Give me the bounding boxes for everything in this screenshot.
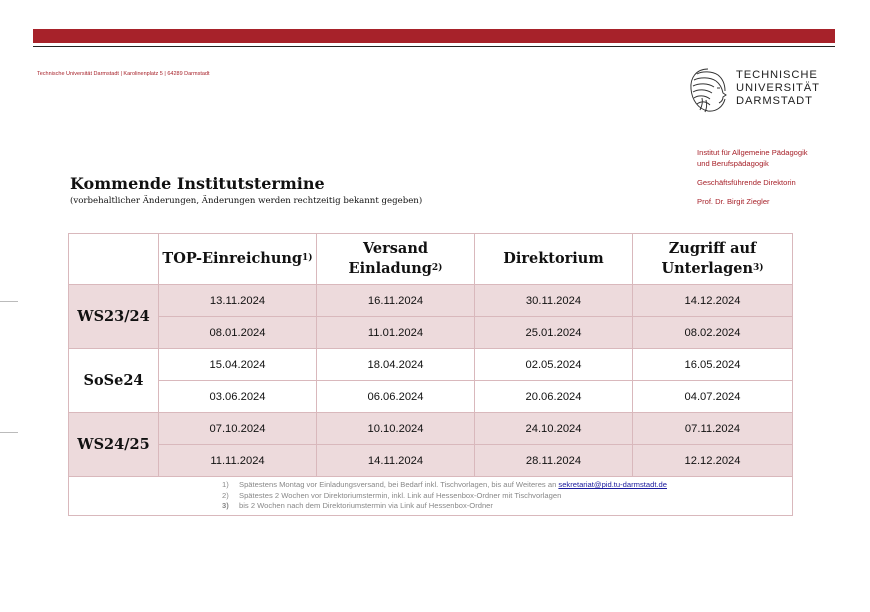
table-row (69, 445, 793, 477)
logo-line-1: TECHNISCHE (736, 69, 818, 81)
date-cell: 02.05.2024 (475, 349, 633, 381)
date-cell: 06.06.2024 (317, 381, 475, 413)
date-cell: 24.10.2024 (475, 413, 633, 445)
date-cell: 04.07.2024 (633, 381, 793, 413)
semester-label: WS23/24 (69, 285, 159, 349)
date-cell: 16.11.2024 (317, 285, 475, 317)
table-header-row (69, 234, 793, 285)
footnote-number: 2) (222, 490, 229, 500)
secretariat-email-link[interactable]: sekretariat@pid.tu-darmstadt.de (558, 480, 667, 490)
footnote-2 (69, 491, 792, 502)
sender-address: Technische Universität Darmstadt | Karolinenplatz 5 | 64289 Darmstadt (37, 71, 210, 77)
header-top-einreichung: TOP-Einreichung$^{1)}$ (159, 234, 317, 285)
table-row (69, 349, 793, 381)
logo-line-2: UNIVERSITÄT (736, 82, 820, 94)
date-cell: 18.04.2024 (317, 349, 475, 381)
athena-head-icon (686, 66, 730, 114)
institute-name-line-2: und Berufspädagogik (697, 159, 769, 168)
logo-wordmark (736, 69, 820, 108)
footnotes-row (69, 477, 793, 516)
date-cell: 30.11.2024 (475, 285, 633, 317)
date-cell: 10.10.2024 (317, 413, 475, 445)
date-cell: 14.11.2024 (317, 445, 475, 477)
date-cell: 07.11.2024 (633, 413, 793, 445)
date-cell: 14.12.2024 (633, 285, 793, 317)
date-cell: 08.02.2024 (633, 317, 793, 349)
date-cell: 20.06.2024 (475, 381, 633, 413)
institute-block (697, 147, 808, 207)
footnote-number: 1) (222, 480, 229, 490)
header-versand-einladung: Versand Einladung$^{2)}$ (317, 234, 475, 285)
date-cell: 13.11.2024 (159, 285, 317, 317)
page-subtitle: (vorbehaltlicher Änderungen, Änderungen werden rechtzeitig bekannt gegeben) (70, 196, 423, 206)
date-cell: 28.11.2024 (475, 445, 633, 477)
semester-label: WS24/25 (69, 413, 159, 477)
date-cell: 15.04.2024 (159, 349, 317, 381)
date-cell: 12.12.2024 (633, 445, 793, 477)
table-row (69, 285, 793, 317)
date-cell: 11.01.2024 (317, 317, 475, 349)
date-cell: 08.01.2024 (159, 317, 317, 349)
header-rule (33, 46, 835, 47)
director-name: Prof. Dr. Birgit Ziegler (697, 197, 770, 206)
footnote-text: bis 2 Wochen nach dem Direktoriumstermin via Link auf Hessenbox-Ordner (239, 501, 493, 511)
footnote-number: 3) (222, 501, 229, 511)
footnotes-cell (69, 477, 793, 516)
director-role: Geschäftsführende Direktorin (697, 178, 796, 187)
footnote-1 (69, 480, 792, 491)
fold-mark-top (0, 301, 18, 302)
table-row (69, 413, 793, 445)
institute-name-line-1: Institut für Allgemeine Pädagogik (697, 148, 808, 157)
tu-darmstadt-logo (686, 66, 826, 116)
header-zugriff-unterlagen: Zugriff auf Unterlagen$^{3)}$ (633, 234, 793, 285)
footnote-3 (69, 501, 792, 512)
fold-mark-bottom (0, 432, 18, 433)
footnote-text: Spätestens Montag vor Einladungsversand, bei Bedarf inkl. Tischvorlagen, bis auf Weiteres an (239, 480, 559, 490)
semester-label: SoSe24 (69, 349, 159, 413)
date-cell: 25.01.2024 (475, 317, 633, 349)
date-cell: 11.11.2024 (159, 445, 317, 477)
date-cell: 03.06.2024 (159, 381, 317, 413)
table-row (69, 317, 793, 349)
header-empty-cell (69, 234, 159, 285)
date-cell: 16.05.2024 (633, 349, 793, 381)
date-cell: 07.10.2024 (159, 413, 317, 445)
page-title: Kommende Institutstermine (70, 174, 325, 193)
table-row (69, 381, 793, 413)
header-red-bar (33, 29, 835, 43)
footnote-text: Spätestes 2 Wochen vor Direktoriumstermin, inkl. Link auf Hessenbox-Ordner mit Tischvorlagen (239, 490, 562, 500)
dates-table (68, 233, 793, 516)
logo-line-3: DARMSTADT (736, 95, 813, 107)
header-direktorium: Direktorium (475, 234, 633, 285)
